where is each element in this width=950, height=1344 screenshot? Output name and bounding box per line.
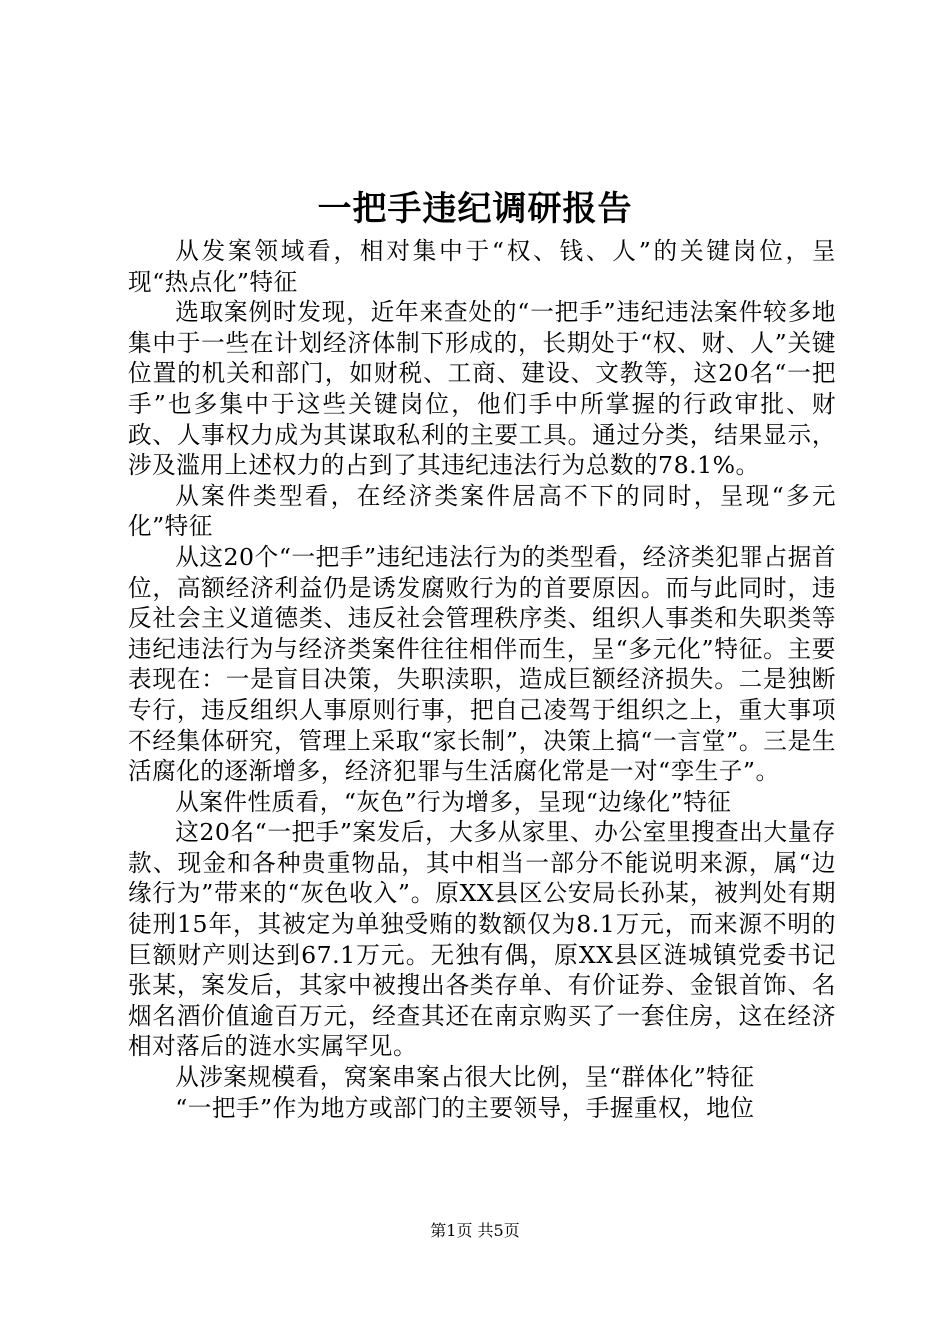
paragraph: 从这20个“一把手”违纪违法行为的类型看，经济类犯罪占据首位，高额经济利益仍是诱发腐败行为的首要原因。而与此同时，违反社会主义道德类、违反社会管理秩序类、组织人事类和失职类等违纪违法行为与经济类案件往往相伴而生，呈“多元化”特征。主要表现在：一是盲目决策，失职渎职，造成巨额经济损失。二是独断专行，违反组织人事原则行事，把自己凌驾于组织之上，重大事项不经集体研究，管理上采取“家长制”，决策上搞“一言堂”。三是生活腐化的逐渐增多，经济犯罪与生活腐化常是一对“孪生子”。 (128, 542, 836, 786)
paragraph: 选取案例时发现，近年来查处的“一把手”违纪违法案件较多地集中于一些在计划经济体制下形成的，长期处于“权、财、人”关键位置的机关和部门，如财税、工商、建设、文教等，这20名“一把手”也多集中于这些关键岗位，他们手中所掌握的行政审批、财政、人事权力成为其谋取私利的主要工具。通过分类，结果显示，涉及滥用上述权力的占到了其违纪违法行为总数的78.1%。 (128, 298, 836, 480)
document-body (128, 236, 836, 1123)
paragraph: 从发案领域看，相对集中于“权、钱、人”的关键岗位，呈现“热点化”特征 (128, 237, 836, 296)
paragraph: 从案件类型看，在经济类案件居高不下的同时，呈现“多元化”特征 (128, 481, 836, 541)
paragraph: “一把手”作为地方或部门的主要领导，手握重权，地位 (175, 1093, 755, 1122)
page-number-footer: 第1页 共5页 (430, 1221, 520, 1240)
document-title: 一把手违纪调研报告 (317, 189, 633, 229)
paragraph: 从案件性质看，“灰色”行为增多，呈现“边缘化”特征 (175, 787, 732, 816)
paragraph: 这20名“一把手”案发后，大多从家里、办公室里搜查出大量存款、现金和各种贵重物品，其中相当一部分不能说明来源，属“边缘行为”带来的“灰色收入”。原XX县区公安局长孙某，被判处有期徒刑15年，其被定为单独受贿的数额仅为8.1万元，而来源不明的巨额财产则达到67.1万元。无独有偶，原XX县区涟城镇党委书记张某，案发后，其家中被搜出各类存单、有价证券、金银首饰、名烟名酒价值逾百万元，经查其还在南京购买了一套住房，这在经济相对落后的涟水实属罕见。 (128, 818, 836, 1061)
paragraph: 从涉案规模看，窝案串案占很大比例，呈“群体化”特征 (175, 1063, 755, 1092)
